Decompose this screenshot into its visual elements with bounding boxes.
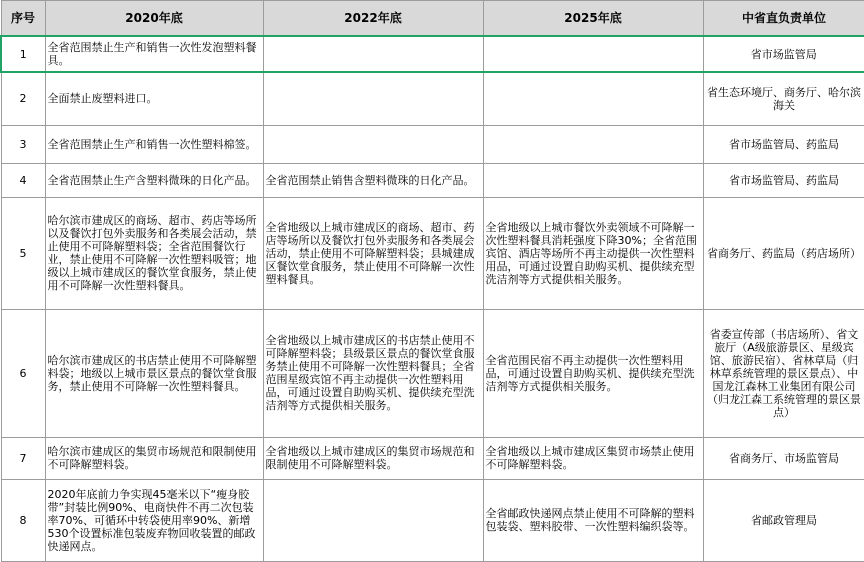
cell-2025[interactable]: 全省邮政快递网点禁止使用不可降解的塑料包装袋、塑料胶带、一次性塑料编织袋等。: [483, 479, 703, 561]
cell-2025[interactable]: 全省地级以上城市建成区集贸市场禁止使用不可降解塑料袋。: [483, 437, 703, 479]
cell-2020[interactable]: 全省范围禁止生产和销售一次性发泡塑料餐具。: [45, 36, 263, 72]
cell-2025[interactable]: [483, 125, 703, 163]
header-seq[interactable]: 序号: [1, 1, 45, 37]
cell-2022[interactable]: [263, 72, 483, 125]
cell-2020[interactable]: 哈尔滨市建成区的集贸市场规范和限制使用不可降解塑料袋。: [45, 437, 263, 479]
cell-2025[interactable]: [483, 163, 703, 197]
cell-2022[interactable]: 全省地级以上城市建成区的集贸市场规范和限制使用不可降解塑料袋。: [263, 437, 483, 479]
cell-2022[interactable]: 全省地级以上城市建成区的书店禁止使用不可降解塑料袋；县级景区景点的餐饮堂食服务禁止使用不可降解一次性塑料餐具；全省范围星级宾馆不再主动提供一次性塑料用品，可通过设置自助购买机、提供续充型洗洁剂等方式提供相关服务。: [263, 309, 483, 437]
cell-dept[interactable]: 省邮政管理局: [703, 479, 864, 561]
cell-seq[interactable]: 1: [1, 36, 45, 72]
cell-dept[interactable]: 省委宣传部（书店场所）、省文旅厅（A级旅游景区、星级宾馆、旅游民宿）、省林草局（归林草系统管理的景区景点）、中国龙江森林工业集团有限公司（归龙江森工系统管理的景区景点）: [703, 309, 864, 437]
cell-dept[interactable]: 省商务厅、市场监管局: [703, 437, 864, 479]
cell-2025[interactable]: 全省地级以上城市餐饮外卖领域不可降解一次性塑料餐具消耗强度下降30%；全省范围宾馆、酒店等场所不再主动提供一次性塑料用品，可通过设置自助购买机、提供续充型洗洁剂等方式提供相关服务。: [483, 197, 703, 309]
cell-seq[interactable]: 3: [1, 125, 45, 163]
cell-seq[interactable]: 4: [1, 163, 45, 197]
cell-seq[interactable]: 8: [1, 479, 45, 561]
cell-2020[interactable]: 全省范围禁止生产含塑料微珠的日化产品。: [45, 163, 263, 197]
cell-2025[interactable]: 全省范围民宿不再主动提供一次性塑料用品，可通过设置自助购买机、提供续充型洗洁剂等方式提供相关服务。: [483, 309, 703, 437]
table-row: [1, 479, 864, 561]
cell-2020[interactable]: 哈尔滨市建成区的书店禁止使用不可降解塑料袋；地级以上城市景区景点的餐饮堂食服务，禁止使用不可降解一次性塑料餐具。: [45, 309, 263, 437]
cell-2022[interactable]: [263, 125, 483, 163]
cell-seq[interactable]: 2: [1, 72, 45, 125]
header-row: [1, 1, 864, 37]
cell-seq[interactable]: 5: [1, 197, 45, 309]
cell-2020[interactable]: 2020年底前力争实现45毫米以下“瘦身胶带”封装比例90%、电商快件不再二次包装率70%、可循环中转袋使用率90%、新增530个设置标准包装废弃物回收装置的邮政快递网点。: [45, 479, 263, 561]
cell-seq[interactable]: 6: [1, 309, 45, 437]
table-row: [1, 437, 864, 479]
cell-2022[interactable]: [263, 479, 483, 561]
cell-2022[interactable]: [263, 36, 483, 72]
table-row: [1, 125, 864, 163]
header-2020[interactable]: 2020年底: [45, 1, 263, 37]
cell-2025[interactable]: [483, 72, 703, 125]
table-row: [1, 72, 864, 125]
cell-dept[interactable]: 省市场监管局、药监局: [703, 163, 864, 197]
table-row: [1, 197, 864, 309]
cell-dept[interactable]: 省市场监管局: [703, 36, 864, 72]
header-2025[interactable]: 2025年底: [483, 1, 703, 37]
cell-2020[interactable]: 哈尔滨市建成区的商场、超市、药店等场所以及餐饮打包外卖服务和各类展会活动，禁止使用不可降解塑料袋；全省范围餐饮行业，禁止使用不可降解一次性塑料吸管；地级以上城市建成区的餐饮堂食服务，禁止使用不可降解一次性塑料餐具。: [45, 197, 263, 309]
cell-2020[interactable]: 全面禁止废塑料进口。: [45, 72, 263, 125]
cell-dept[interactable]: 省市场监管局、药监局: [703, 125, 864, 163]
cell-2020[interactable]: 全省范围禁止生产和销售一次性塑料棉签。: [45, 125, 263, 163]
cell-2022[interactable]: 全省范围禁止销售含塑料微珠的日化产品。: [263, 163, 483, 197]
table-row: [1, 163, 864, 197]
cell-dept[interactable]: 省生态环境厅、商务厅、哈尔滨海关: [703, 72, 864, 125]
cell-seq[interactable]: 7: [1, 437, 45, 479]
cell-2022[interactable]: 全省地级以上城市建成区的商场、超市、药店等场所以及餐饮打包外卖服务和各类展会活动，禁止使用不可降解塑料袋；县城建成区餐饮堂食服务，禁止使用不可降解一次性塑料餐具。: [263, 197, 483, 309]
table-row: [1, 36, 864, 72]
header-2022[interactable]: 2022年底: [263, 1, 483, 37]
table-row: [1, 309, 864, 437]
header-dept[interactable]: 中省直负责单位: [703, 1, 864, 37]
cell-dept[interactable]: 省商务厅、药监局（药店场所）: [703, 197, 864, 309]
cell-2025[interactable]: [483, 36, 703, 72]
